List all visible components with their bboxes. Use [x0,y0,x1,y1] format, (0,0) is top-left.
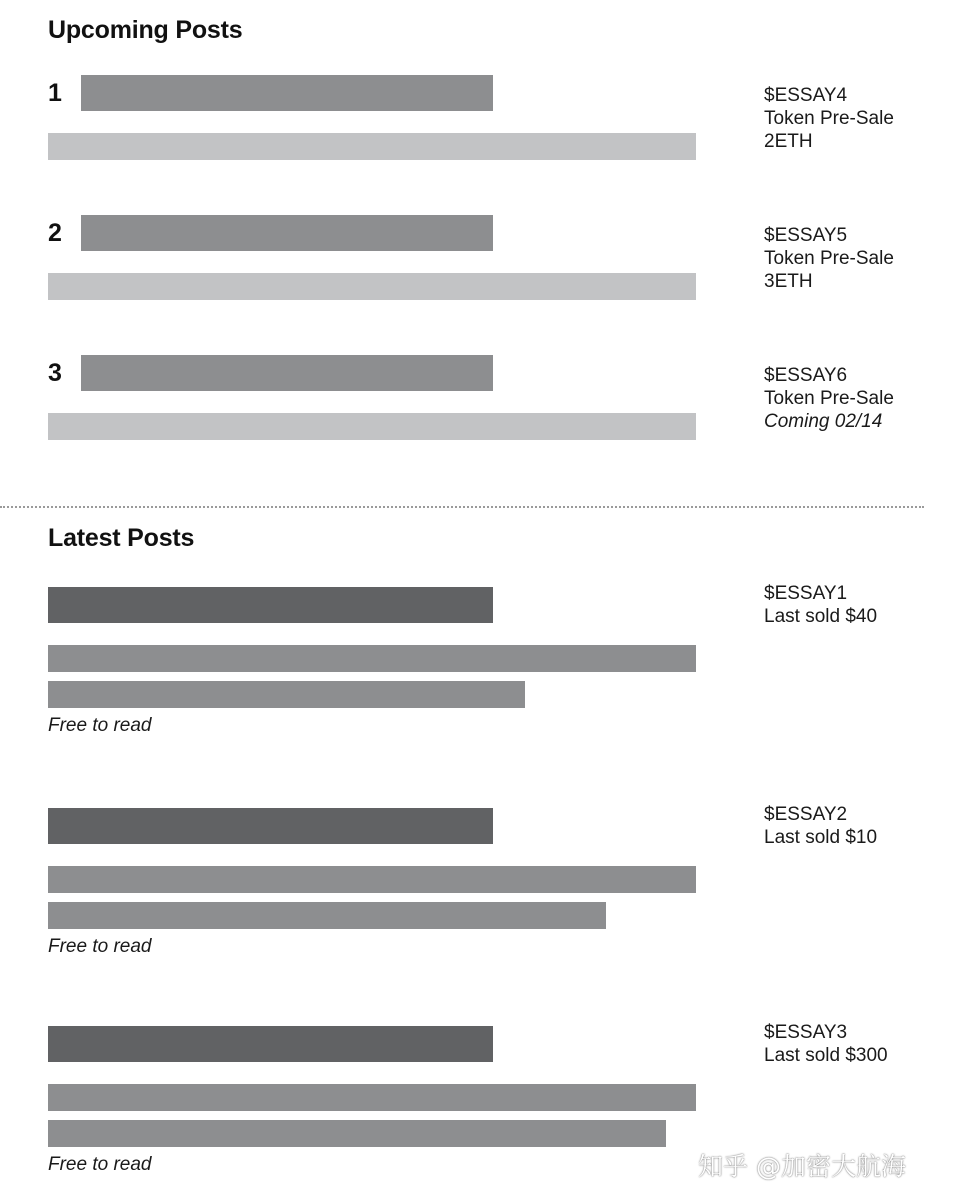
upcoming-posts-heading: Upcoming Posts [48,16,243,44]
section-divider [0,506,924,508]
post-number: 1 [48,79,62,107]
post-title-placeholder[interactable] [81,215,493,251]
latest-posts-heading: Latest Posts [48,524,195,552]
latest-post-1[interactable] [0,580,960,750]
upcoming-post-1[interactable] [0,70,960,170]
token-symbol: $ESSAY4 [764,85,848,106]
post-number: 2 [48,219,62,247]
post-excerpt-line-2 [48,1120,666,1147]
latest-post-2[interactable] [0,801,960,971]
access-label: Free to read [48,715,152,736]
post-excerpt-placeholder [48,133,696,160]
token-symbol: $ESSAY3 [764,1022,848,1043]
post-meta [764,84,894,153]
token-symbol: $ESSAY5 [764,225,848,246]
token-symbol: $ESSAY2 [764,804,848,825]
upcoming-post-3[interactable] [0,350,960,450]
upcoming-post-2[interactable] [0,210,960,310]
post-excerpt-line-2 [48,902,606,929]
last-sold-price: Last sold $40 [764,606,878,627]
post-meta [764,1021,888,1067]
post-meta [764,364,894,433]
post-title-placeholder[interactable] [48,808,493,844]
sale-price: 3ETH [764,271,813,292]
post-meta [764,803,877,849]
last-sold-price: Last sold $300 [764,1045,888,1066]
post-excerpt-placeholder [48,413,696,440]
post-title-placeholder[interactable] [81,75,493,111]
post-meta [764,582,877,628]
post-excerpt-line-1 [48,866,696,893]
post-title-placeholder[interactable] [48,587,493,623]
post-title-placeholder[interactable] [48,1026,493,1062]
release-date: Coming 02/14 [764,411,883,432]
watermark: 知乎 @加密大航海 [698,1152,906,1181]
sale-type: Token Pre-Sale [764,388,894,409]
post-excerpt-line-1 [48,1084,696,1111]
access-label: Free to read [48,1154,152,1175]
sale-price: 2ETH [764,131,813,152]
post-excerpt-line-1 [48,645,696,672]
post-number: 3 [48,359,62,387]
sale-type: Token Pre-Sale [764,248,894,269]
token-symbol: $ESSAY6 [764,365,848,386]
post-excerpt-line-2 [48,681,525,708]
access-label: Free to read [48,936,152,957]
post-title-placeholder[interactable] [81,355,493,391]
sale-type: Token Pre-Sale [764,108,894,129]
token-symbol: $ESSAY1 [764,583,848,604]
post-meta [764,224,894,293]
last-sold-price: Last sold $10 [764,827,878,848]
post-excerpt-placeholder [48,273,696,300]
